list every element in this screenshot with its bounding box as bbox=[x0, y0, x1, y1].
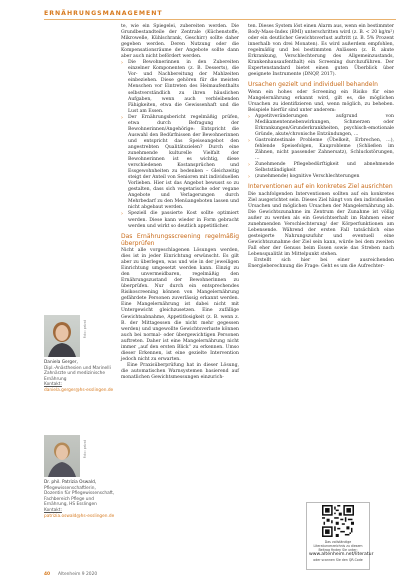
bullet-text: (zunehmende) kognitive Verschlechterungen bbox=[255, 174, 360, 180]
page-number: 40 bbox=[44, 572, 51, 577]
section-header: ERNÄHRUNGSMANAGEMENT bbox=[44, 10, 163, 17]
right-paragraph: Erstellt sich hier bei einer ausreichenden Energieberechnung die Frage: Geht es um die Aufrechter- bbox=[248, 258, 394, 270]
arrow-icon: › bbox=[121, 114, 123, 121]
right-paragraph: Wenn ein hohes oder Screening ein Risiko für eine Mangelernährung erkannt wird, gilt es, die möglichen Ursachen zu identifizieren und, wenn möglich, zu beheben. Beispiele hierfür sind unter anderem: bbox=[248, 89, 394, 113]
qr-caption bbox=[309, 540, 374, 562]
author-bio bbox=[44, 360, 116, 394]
section-heading: Das Ernährungsscreening regelmäßig überprüfen bbox=[121, 232, 239, 247]
arrow-icon: › bbox=[121, 60, 123, 67]
bullet-text: Der Ernährungsbericht regelmäßig prüfen, etwa durch Befragung der Bewohnerinnen/Angehörige: Entspricht die Auswahl den Bedürfnissen der Bewohnerinnen und entspricht das Speiseangebot den angestrebten Qualitätszielen? Durch eine zunehmende kulturelle Vielfalt der Bewohnerinnen ist es wichtig, diese verschiedenen Kostansprüchen und Essgewohnheiten zu bedenken – Gleichzeitig steigt der Anteil von Senioren mit individuellen Vorlieben. Hier ist das Angebot bewusst so zu gestalten, dass sich vegetarische oder vegane Angebote und Verlagerungen durch Mehrbedarf zu den Menüangeboten lassen und nicht abgebaut werden. bbox=[128, 114, 239, 211]
author-email[interactable]: patrizia.oswald@hs-esslingen.de bbox=[44, 513, 115, 519]
photo-credit: Foto: privat bbox=[83, 440, 87, 459]
author-email[interactable]: daniela.gerger@hs-esslingen.de bbox=[44, 387, 114, 393]
middle-paragraph: Nicht alle vorgeschlagenen Lösungen werden, dies ist in jeder Einrichtung erwünscht. Es gilt aber zu überlegen, was und wie in der jeweiligen Einrichtung umgesetzt werden kann. Einzig zu den unvermeidbaren, regelmäßig den Ernährungszustand der Bewohnerinnen zu überprüfen. Nur durch ein entsprechendes Risikoscreening können von Mangelernährung gefährdete Personen zuverlässig erkannt werden. Eine Mangelernährung ist dabei nicht mit Untergewicht gleichzusetzen. Eine zufällige Gewichtsabnahme, Appetitlosigkeit (z. B. wenn z. B. der Mittagessen die nicht mehr gegessen werden) und ungewollte Gewichtsverluste können auch bei normal- oder übergewichtigen Personen auftreten. Daher ist eine Mangelernährung nicht immer „auf den ersten Blick“ zu erkennen. Umso dieser Erkennen, ist eine gezielte Intervention jedoch nicht zu erwarten. bbox=[121, 248, 239, 362]
contact-label: Kontakt: bbox=[44, 382, 62, 388]
bullet-text: Die Bewohnerinnen in den Zubereiten einzelner Komponenten (z. B. Desserts), die Vor- und Nachbereitung der Mahlzeiten einbeziehen. Diese gehören für die meisten Menschen vor Eintreten des Heimaufenthalts selbstverständlich zu ihren häuslichen Aufgaben, wenn auch verbleibenden Fähigkeiten, etwa die Gewissenhaft und die Lust am Essen. bbox=[128, 60, 239, 114]
publication-name: Altenheim 9 2020 bbox=[58, 572, 98, 577]
bullet-text: Zunehmende Pflegebedürftigkeit und abnehmende Selbstständigkeit bbox=[255, 162, 394, 174]
section-heading: Ursachen gezielt und individuell behandeln bbox=[248, 81, 378, 89]
bullet-text: Gastrointestinale Probleme (Übelkeit, Erbrechen, …), fehlende Speisefolgen, Kauprobleme (Schließen im Zähnen, nicht passender Zahnersatz), Schluckstörungen, … bbox=[255, 138, 394, 162]
qr-caption-line: Das vollständige Literaturverzeichnis zu diesem Beitrag finden Sie unter: bbox=[313, 540, 363, 553]
header-rule bbox=[44, 19, 396, 20]
arrow-icon: › bbox=[248, 113, 250, 120]
author-title: Dipl.-Anästhesien und Marinelli Zahnärzte und medizinische Ernährung bbox=[44, 365, 111, 382]
qr-caption-line: oder scannen Sie den QR-Code bbox=[313, 557, 363, 562]
arrow-icon: › bbox=[121, 211, 123, 218]
bullet-text: Appetitveränderungen aufgrund von Medikamentennebenwirkungen, Schmerzen oder Erkrankungen/Grunderkrankheiten, psychisch-emotionale Gründe, akute/chronische Entzündungen, … bbox=[255, 113, 394, 137]
bullet-item bbox=[121, 60, 239, 114]
arrow-icon: › bbox=[248, 174, 250, 181]
arrow-icon: › bbox=[248, 138, 250, 144]
author-name: Dr. phil. Patrizia Oswald, bbox=[44, 480, 97, 485]
bullet-item bbox=[248, 174, 394, 180]
qr-link[interactable]: www.altenheim.net/literatur bbox=[309, 552, 374, 558]
bullet-item bbox=[248, 114, 394, 138]
literature-qr-box[interactable] bbox=[306, 502, 374, 570]
right-column bbox=[248, 24, 394, 270]
middle-column bbox=[121, 24, 239, 381]
qr-code-icon bbox=[322, 505, 354, 537]
contact-label: Kontakt: bbox=[44, 507, 62, 513]
bullet-item bbox=[248, 162, 394, 174]
author-bio bbox=[44, 480, 116, 519]
author-photo bbox=[44, 315, 80, 357]
arrow-icon: › bbox=[248, 162, 250, 169]
right-paragraph: Die nachfolgenden Interventionen sollten auf ein konkretes Ziel ausgerichtet sein. Dieses Ziel hängt von den individuellen Ursachen und möglichen Ursachen der Mangelernährung ab. Die Gewichtszunahme im Zentrum der Zunahme ist völlig außer zu werden als ein Gewichtserhalt im Rahmen einer zunehmenden Verschlechterung/ der Körperfunktionen am Lebensende. Während der ersten Fall tatsächlich eine gesteigerte Nahrungszufuhr und eventuell eine Gewichtszunahme der Ziel sein kann, würde bei dem zweiten Fall eher der Genuss beim Essen sowie das Streben nach Lebensqualität im Mittelpunkt stehen. bbox=[248, 191, 394, 257]
right-intro: ten. Dieses System löst einen Alarm aus, wenn ein bestimmter Body-Mass-Index (BMI) unterschritten wird (z. B. < 20 kg/m²) oder ein deutlicher Gewichtsverlust auftritt (z. B. 5% Prozent innerhalb von drei Monaten). Es wird außerdem empfohlen, regelmäßig und bei bestimmten Anlässen (z. B. akute Erkrankung, Verschlechterung des Allgemeinzustands, Krankenhausaufenthalt) ein Screening durchzuführen. Der Expertenstandard bietet einen guten Überblick über geeignete Instrumente (DNQP, 2017). bbox=[248, 24, 394, 78]
bullet-text: Speziell die passierte Kost sollte optimiert werden. Diese kann wieder in Form gebracht werden und wirkt so deutlich appetitlicher. bbox=[128, 211, 239, 229]
bullet-item bbox=[121, 211, 239, 229]
bullet-item bbox=[121, 115, 239, 212]
author-photo bbox=[44, 435, 80, 477]
section-heading: Interventionen auf ein konkretes Ziel ausrichten bbox=[248, 183, 393, 191]
author-name: Daniela Gerger, bbox=[44, 360, 78, 365]
middle-paragraph: Eine Praxisüberprüfung hat in dieser Lösung, die automatischen Warnsystemen basierend auf monatlichen Gewichtsmessungen einzurich- bbox=[121, 362, 239, 380]
middle-intro: te, wie ein Spiegelei, zubereiten werden. Die Grundbestandteile der Zentrale (Küchenstoffe, Mikrowelle, Kühlschrank, Geschirr) sollte daher gegeben werden. Deren Nutzung oder die Kompensationsräume der Angebote sollte dann aber auch nicht befördert werden. bbox=[121, 24, 239, 60]
bullet-item bbox=[248, 138, 394, 162]
photo-credit: Foto: privat bbox=[83, 320, 87, 339]
author-title: Pflegewissenschaftlerin, Dozentin für Pflegewissenschaft, Fachbereich Pflege und Ernährung, HS Esslingen bbox=[44, 485, 115, 508]
